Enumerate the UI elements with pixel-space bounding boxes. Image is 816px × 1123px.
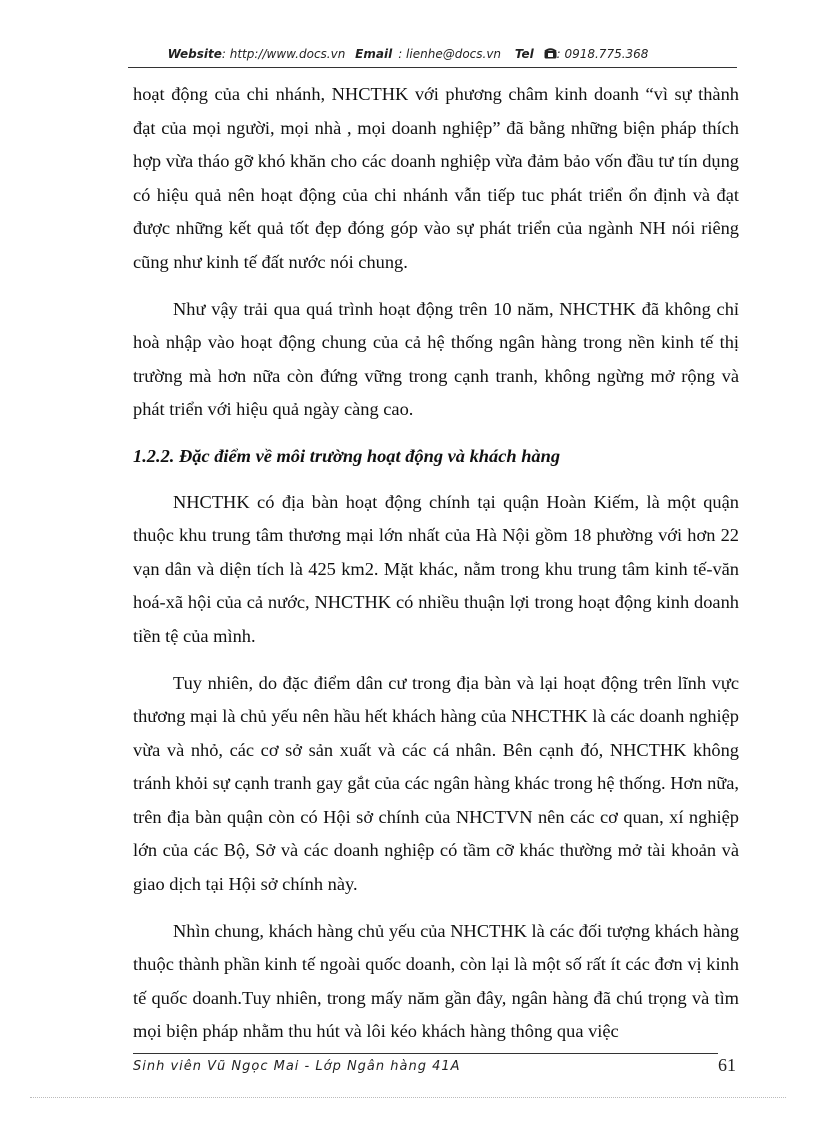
paragraph-2: Như vậy trải qua quá trình hoạt động trên 10 năm, NHCTHK đã không chỉ hoà nhập vào hoạt động chung của cả hệ thống ngân hàng trong nền kinh tế thị trường mà hơn nữa còn đứng vững trong cạnh tranh, không ngừng mở rộng và phát triển với hiệu quả ngày càng cao. (133, 298, 739, 420)
tel-label: Tel (514, 47, 534, 61)
footer-rule (133, 1053, 718, 1054)
paragraph-5: Nhìn chung, khách hàng chủ yếu của NHCTHK là các đối tượng khách hàng thuộc thành phần kinh tế ngoài quốc doanh, còn lại là một số rất ít các đơn vị kinh tế quốc doanh.Tuy nhiên, trong mấy năm gần đây, ngân hàng đã chú trọng và tìm mọi biện pháp nhằm thu hút và lôi kéo khách hàng thông qua việc (133, 920, 739, 1042)
page-bottom-divider (30, 1097, 786, 1098)
website-label: Website (167, 47, 222, 61)
email-value: : lienhe@docs.vn (398, 47, 502, 61)
section-heading: 1.2.2. Đặc điểm về môi trường hoạt động và khách hàng (133, 445, 561, 466)
paragraph-3: NHCTHK có địa bàn hoạt động chính tại quận Hoàn Kiếm, là một quận thuộc khu trung tâm thương mại lớn nhất của Hà Nội gồm 18 phường với hơn 22 vạn dân và diện tích là 425 km2. Mặt khác, nằm trong khu trung tâm kinh tế-văn hoá-xã hội của cả nước, NHCTHK có nhiều thuận lợi trong hoạt động kinh doanh tiền tệ của mình. (133, 491, 739, 646)
header-rule (128, 67, 737, 68)
phone-icon (544, 47, 557, 61)
page-header (0, 47, 816, 61)
page-number: 61 (718, 1055, 736, 1075)
document-body (133, 78, 739, 1062)
footer-author: Sinh viên Vũ Ngọc Mai - Lớp Ngân hàng 41A (133, 1059, 461, 1074)
paragraph-1: hoạt động của chi nhánh, NHCTHK với phương châm kinh doanh “vì sự thành đạt của mọi người, mọi nhà , mọi doanh nghiệp” đã bằng những biện pháp thích hợp vừa tháo gỡ khó khăn cho các doanh nghiệp vừa đảm bảo vốn đầu tư tín dụng có hiệu quả nên hoạt động của chi nhánh vẫn tiếp tuc phát triển ổn định và đạt được những kết quả tốt đẹp đóng góp vào sự phát triển của ngành NH nói riêng cũng như kinh tế đất nước nói chung. (133, 84, 739, 272)
email-label: Email (355, 47, 393, 61)
website-value: : http://www.docs.vn (221, 47, 346, 61)
tel-value: : 0918.775.368 (556, 47, 649, 61)
paragraph-4: Tuy nhiên, do đặc điểm dân cư trong địa bàn và lại hoạt động trên lĩnh vực thương mại là chủ yếu nên hầu hết khách hàng của NHCTHK là các doanh nghiệp vừa và nhỏ, các cơ sở sản xuất và các cá nhân. Bên cạnh đó, NHCTHK không tránh khỏi sự cạnh tranh gay gắt của các ngân hàng khác trong hệ thống. Hơn nữa, trên địa bàn quận còn có Hội sở chính của NHCTVN nên các cơ quan, xí nghiệp lớn của các Bộ, Sở và các doanh nghiệp có tầm cỡ khác thường mở tài khoản và giao dịch tại Hội sở chính này. (133, 672, 739, 895)
